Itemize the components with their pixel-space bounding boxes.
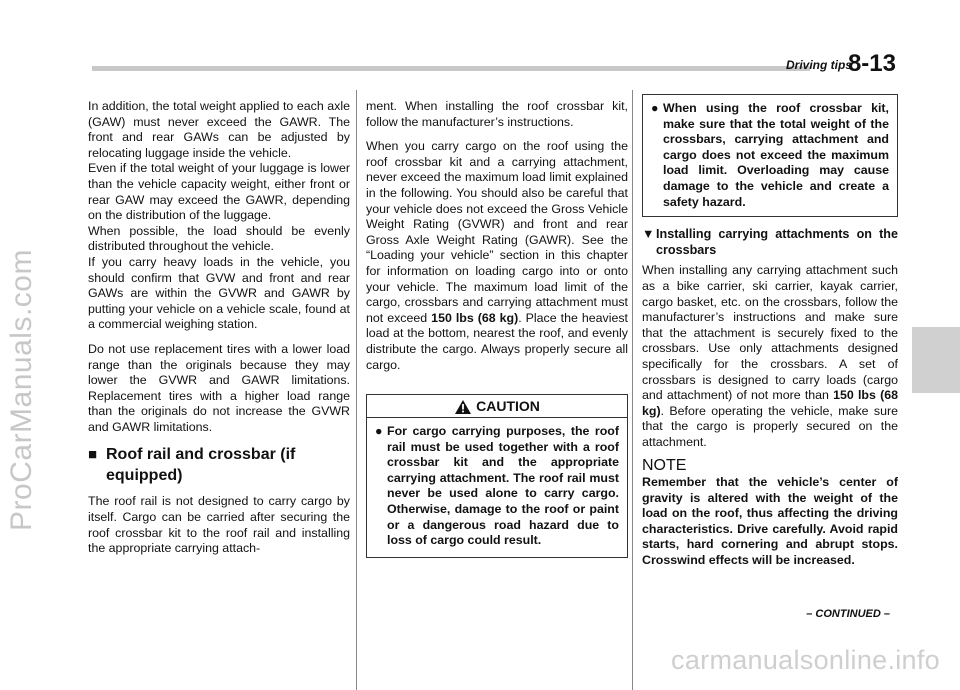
caution-text: For cargo carrying purposes, the roof rail must be used together with a roof crossbar kit and the appropriate carrying attachment. The roof rail must never be used alone to carry cargo. Otherwise, damage to the roof or paint or a dangerous road hazard due to loss of cargo could result. [387, 424, 619, 548]
paragraph: The roof rail is not designed to carry cargo by itself. Cargo can be carried after securing the roof crossbar kit to the roof rail and installing the appropriate carrying attach- [88, 494, 350, 556]
warning-item [651, 101, 889, 210]
note-text: Remember that the vehicle’s center of gravity is altered with the weight of the load on the roof, thus affecting the driving characteristics. Drive carefully. Avoid rapid starts, hard cornering and abrupt stops. Crosswind effects will be increased. [642, 475, 898, 568]
subsection-heading-text: Installing carrying attachments on the crossbars [656, 227, 898, 257]
paragraph: Even if the total weight of your luggage is lower than the vehicle capacity weight, either front or rear GAW may exceed the GAWR, depending on the distribution of the luggage. [88, 161, 350, 223]
paragraph-text: When you carry cargo on the roof using the roof crossbar kit and a carrying attachment, never exceed the maximum load limit explained in the following. You should also be careful that your vehicle does not exceed the Gross Vehicle Weight Rating (GVWR) and front and rear Gross Axle Weight Rating (GAWR). See the “Loading your vehicle” section in this chapter for information on loading cargo into or onto your vehicle. The maximum load limit of the cargo, crossbars and carrying attachment must not exceed [366, 139, 628, 325]
bullet-icon: ● [375, 424, 383, 439]
caution-box [366, 394, 628, 558]
paragraph-text: . Place the heaviest load at the bottom, nearest the roof, and evenly distribute the cargo. Always properly secure all cargo. [366, 310, 628, 372]
paragraph [642, 263, 898, 450]
chapter-tab [912, 327, 960, 393]
section-heading-text: Roof rail and crossbar (if equipped) [106, 446, 296, 485]
caution-label: CAUTION [476, 398, 540, 415]
header-rule [92, 66, 810, 71]
paragraph-text: When installing any carrying attachment such as a bike carrier, ski carrier, kayak carrier, cargo basket, etc. on the crossbars, follow the manufacturer’s instructions and make sure that the attachment is securely fixed to the crossbars. Use only attachments designed specifically for the crossbars. A set of crossbars is designed to carry loads (cargo and attachment) of not more than [642, 263, 898, 403]
load-limit-text: 150 lbs (68 kg) [431, 310, 519, 325]
page-number: 8-13 [847, 50, 896, 77]
column-3 [642, 94, 898, 578]
warning-box [642, 94, 898, 217]
column-divider-2 [632, 90, 633, 690]
watermark-left-text: ProCarManuals.com [5, 249, 38, 531]
square-bullet-icon: ■ [88, 446, 98, 464]
watermark-left [2, 150, 42, 630]
paragraph: ment. When installing the roof crossbar kit, follow the manufacturer’s instructions. [366, 99, 628, 129]
warning-text: When using the roof crossbar kit, make sure that the total weight of the crossbars, carrying attachment and cargo does not exceed the maximum load limit. Overloading may cause damage to the vehicle and create a safety hazard. [663, 101, 889, 209]
section-title: Driving tips [785, 58, 852, 72]
column-2 [366, 99, 628, 558]
paragraph-text: . Before operating the vehicle, make sure that the cargo is properly secured on the attachment. [642, 403, 898, 449]
paragraph: If you carry heavy loads in the vehicle, you should confirm that GVW and front and rear GAWs are within the GVWR and GAWR by putting your vehicle on a vehicle scale, found at a commercial weighing station. [88, 254, 350, 332]
paragraph: In addition, the total weight applied to each axle (GAW) must never exceed the GAWR. The front and rear GAWs can be adjusted by relocating luggage inside the vehicle. [88, 99, 350, 160]
column-divider-1 [356, 90, 357, 690]
continued-label: – CONTINUED – [806, 608, 890, 620]
paragraph: When possible, the load should be evenly distributed throughout the vehicle. [88, 223, 350, 254]
caution-item [375, 424, 619, 549]
watermark-bottom: carmanualsonline.info [671, 645, 940, 675]
column-1 [88, 99, 350, 566]
load-limit-text: 150 lbs (68 kg) [642, 388, 898, 418]
note-title: NOTE [642, 457, 687, 475]
section-heading [88, 444, 350, 486]
warning-triangle-icon [454, 399, 472, 415]
paragraph: Do not use replacement tires with a lower load range than the originals because they may lower the GVWR and GAWR limitations. Replacement tires with a higher load range than the originals do not increase the GVWR and GAWR limitations. [88, 341, 350, 434]
paragraph [366, 139, 628, 373]
bullet-icon: ● [651, 101, 659, 115]
triangle-bullet-icon: ▼ [642, 227, 655, 242]
caution-header [375, 399, 619, 415]
subsection-heading [642, 227, 898, 258]
